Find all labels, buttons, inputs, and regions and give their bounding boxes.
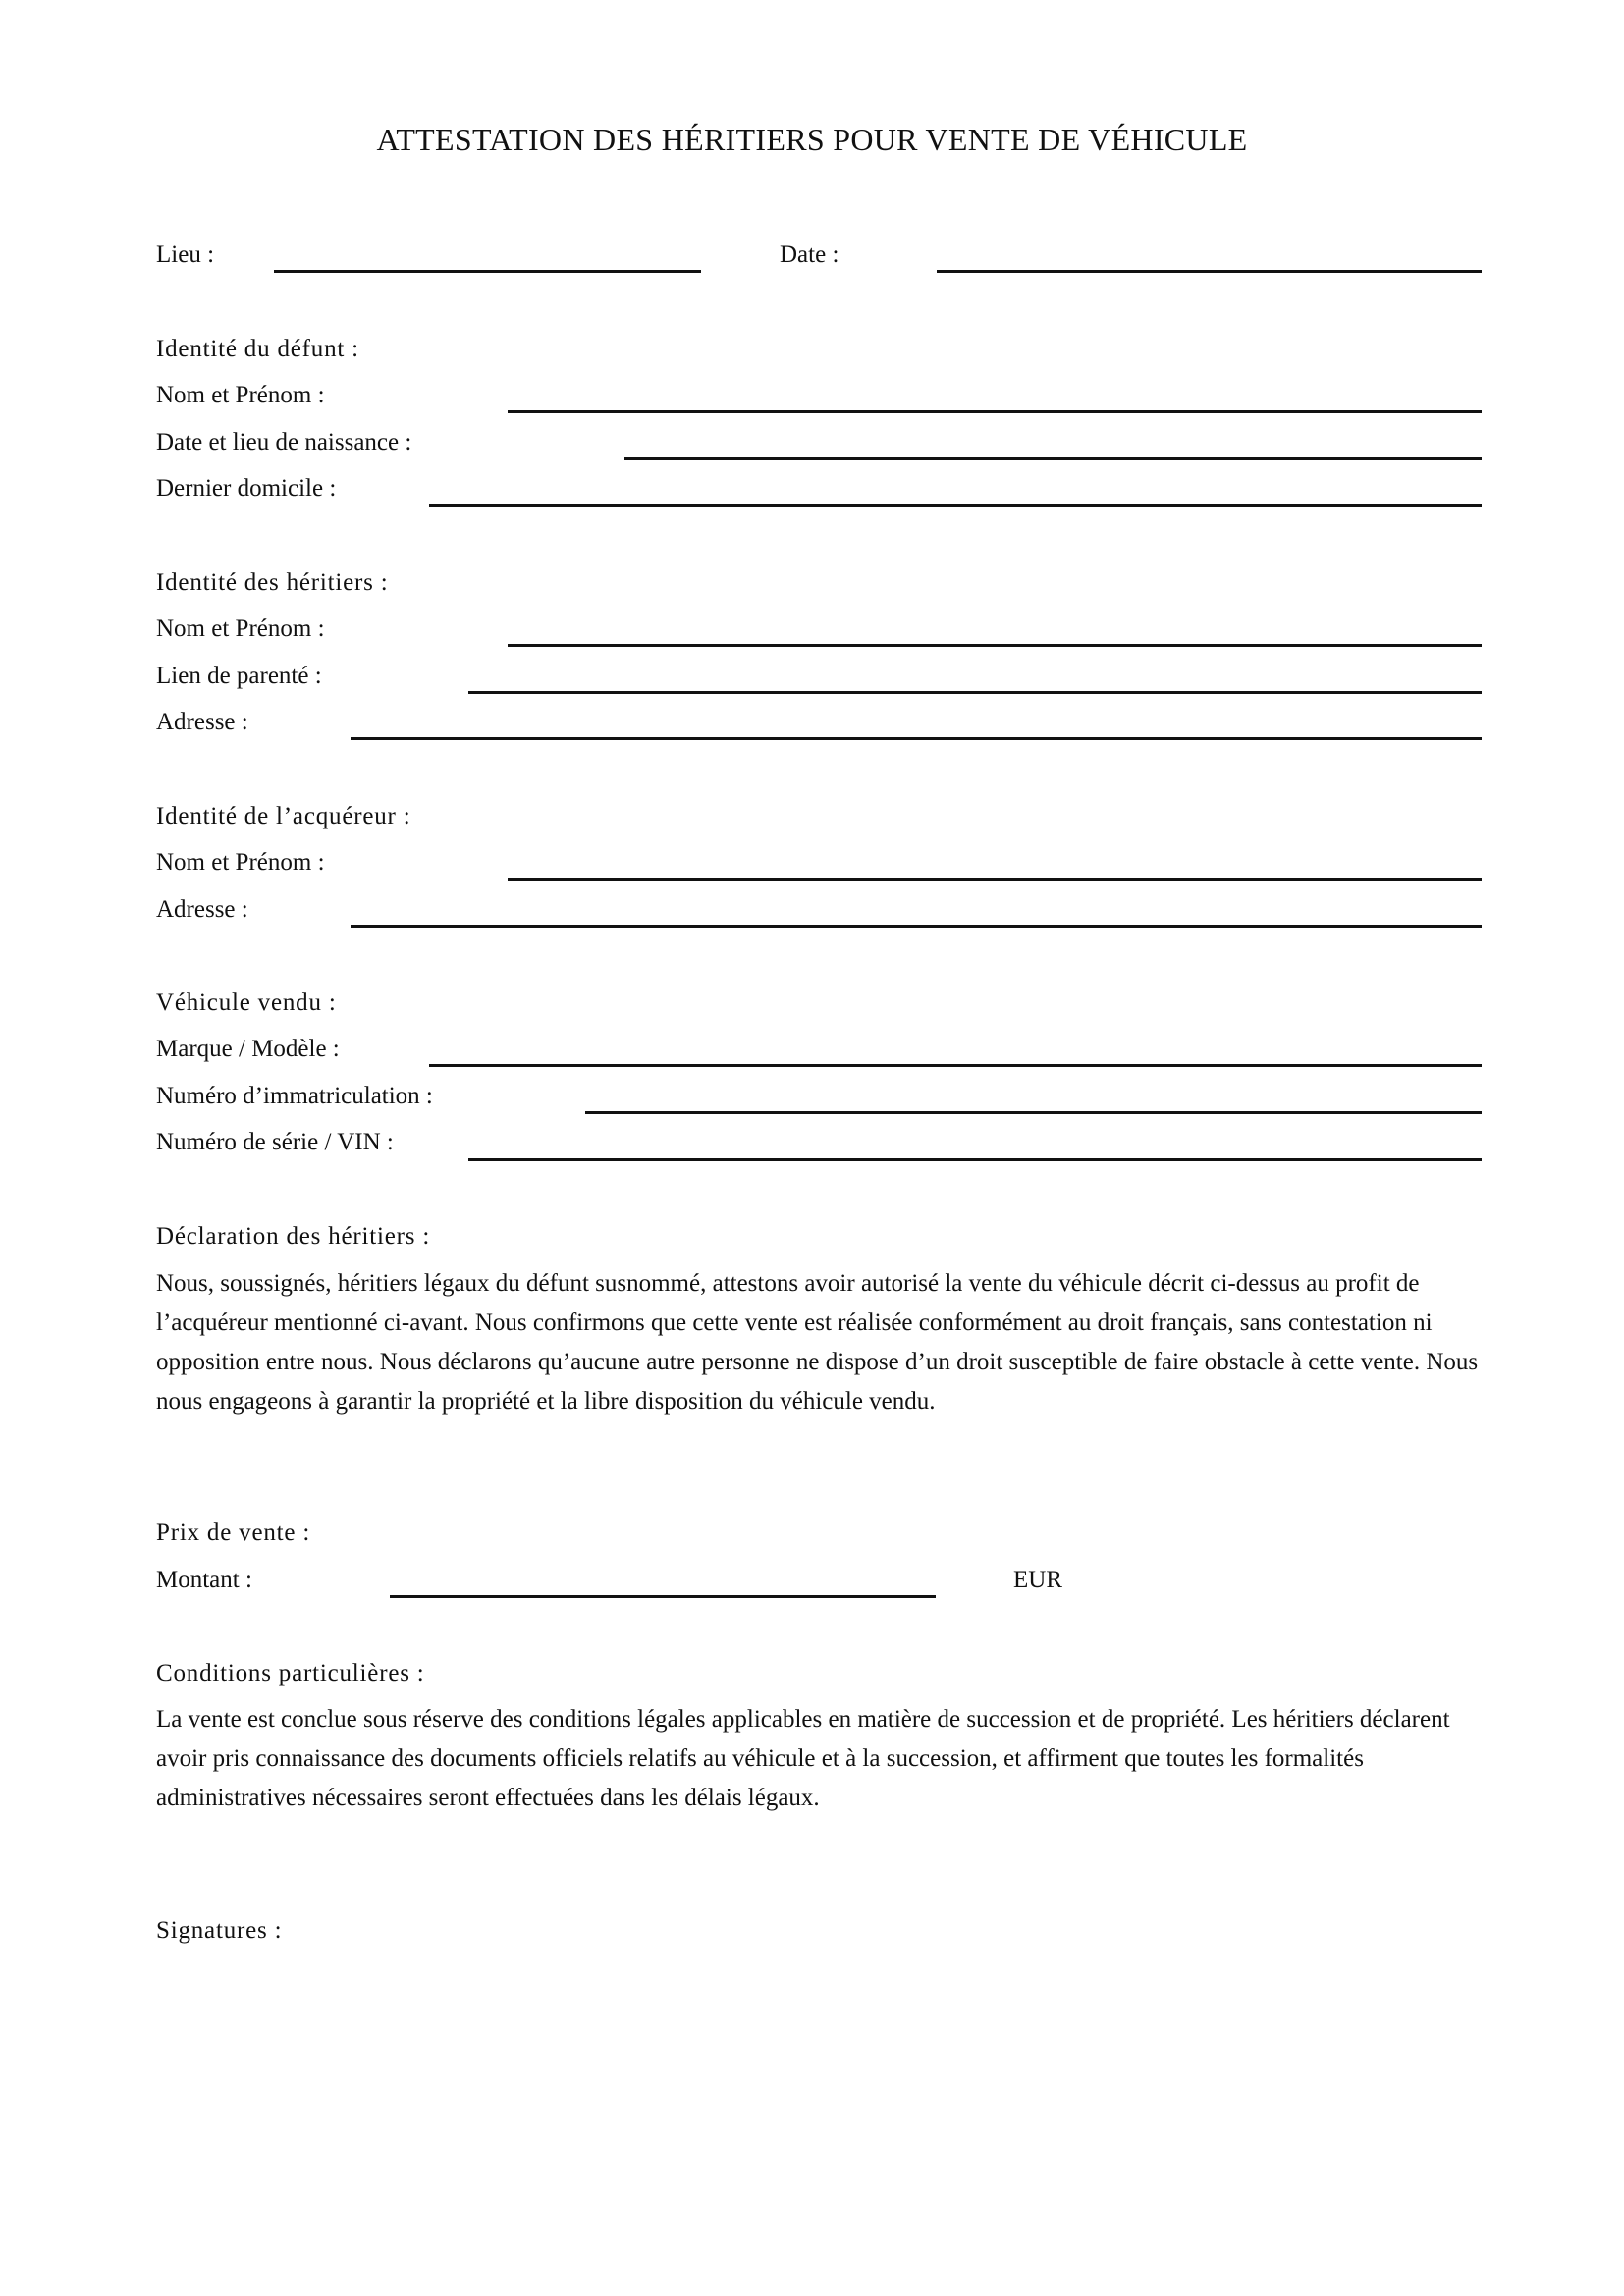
- date-field[interactable]: [937, 270, 1482, 273]
- date-label: Date :: [780, 241, 839, 268]
- defunt-naissance-label: Date et lieu de naissance :: [156, 429, 412, 455]
- defunt-nom-field[interactable]: [508, 410, 1482, 413]
- vehicule-marque-field[interactable]: [429, 1064, 1482, 1067]
- heritiers-adresse-label: Adresse :: [156, 709, 248, 735]
- heritiers-nom-label: Nom et Prénom :: [156, 615, 325, 642]
- acquereur-nom-label: Nom et Prénom :: [156, 849, 325, 876]
- conditions-text: La vente est conclue sous réserve des conditions légales applicables en matière de succession et de propriété. Les héritiers déclarent avoir pris connaissance des documents officiels relatifs au véhicule et à la succession, et affirment que toutes les formalités administratives nécessaires seront effectuées dans les délais légaux.: [156, 1706, 1450, 1811]
- section-defunt: Identité du défunt :: [156, 336, 359, 362]
- vehicule-serie-label: Numéro de série / VIN :: [156, 1129, 394, 1155]
- heritiers-lien-label: Lien de parenté :: [156, 663, 322, 689]
- section-acquereur: Identité de l’acquéreur :: [156, 803, 411, 829]
- vehicule-serie-field[interactable]: [468, 1158, 1482, 1161]
- lieu-field[interactable]: [274, 270, 701, 273]
- document-title: ATTESTATION DES HÉRITIERS POUR VENTE DE VÉHICULE: [376, 122, 1248, 157]
- prix-montant-field[interactable]: [390, 1595, 936, 1598]
- defunt-domicile-label: Dernier domicile :: [156, 475, 337, 502]
- heritiers-lien-field[interactable]: [468, 691, 1482, 694]
- section-heritiers: Identité des héritiers :: [156, 569, 389, 596]
- prix-montant-label: Montant :: [156, 1567, 252, 1593]
- vehicule-marque-label: Marque / Modèle :: [156, 1036, 340, 1062]
- defunt-domicile-field[interactable]: [429, 504, 1482, 507]
- vehicule-immatriculation-field[interactable]: [585, 1111, 1482, 1114]
- vehicule-immatriculation-label: Numéro d’immatriculation :: [156, 1083, 433, 1109]
- heritiers-nom-field[interactable]: [508, 644, 1482, 647]
- acquereur-nom-field[interactable]: [508, 878, 1482, 881]
- section-vehicule: Véhicule vendu :: [156, 989, 337, 1016]
- section-conditions: Conditions particulières :: [156, 1660, 425, 1686]
- lieu-label: Lieu :: [156, 241, 215, 268]
- acquereur-adresse-field[interactable]: [351, 925, 1482, 928]
- heritiers-adresse-field[interactable]: [351, 737, 1482, 740]
- acquereur-adresse-label: Adresse :: [156, 896, 248, 923]
- section-signatures: Signatures :: [156, 1917, 283, 1944]
- defunt-naissance-field[interactable]: [624, 457, 1482, 460]
- declaration-text: Nous, soussignés, héritiers légaux du défunt susnommé, attestons avoir autorisé la vente du véhicule décrit ci-dessus au profit de l’acquéreur mentionné ci-avant. Nous confirmons que cette vente est réalisée conformément au droit français, sans contestation ni opposition entre nous. Nous déclarons qu’aucune autre personne ne dispose d’un droit susceptible de faire obstacle à cette vente. Nous nous engageons à garantir la propriété et la libre disposition du véhicule vendu.: [156, 1270, 1479, 1415]
- prix-currency: EUR: [1013, 1567, 1062, 1593]
- section-declaration: Déclaration des héritiers :: [156, 1223, 431, 1250]
- section-prix: Prix de vente :: [156, 1520, 311, 1546]
- defunt-nom-label: Nom et Prénom :: [156, 382, 325, 408]
